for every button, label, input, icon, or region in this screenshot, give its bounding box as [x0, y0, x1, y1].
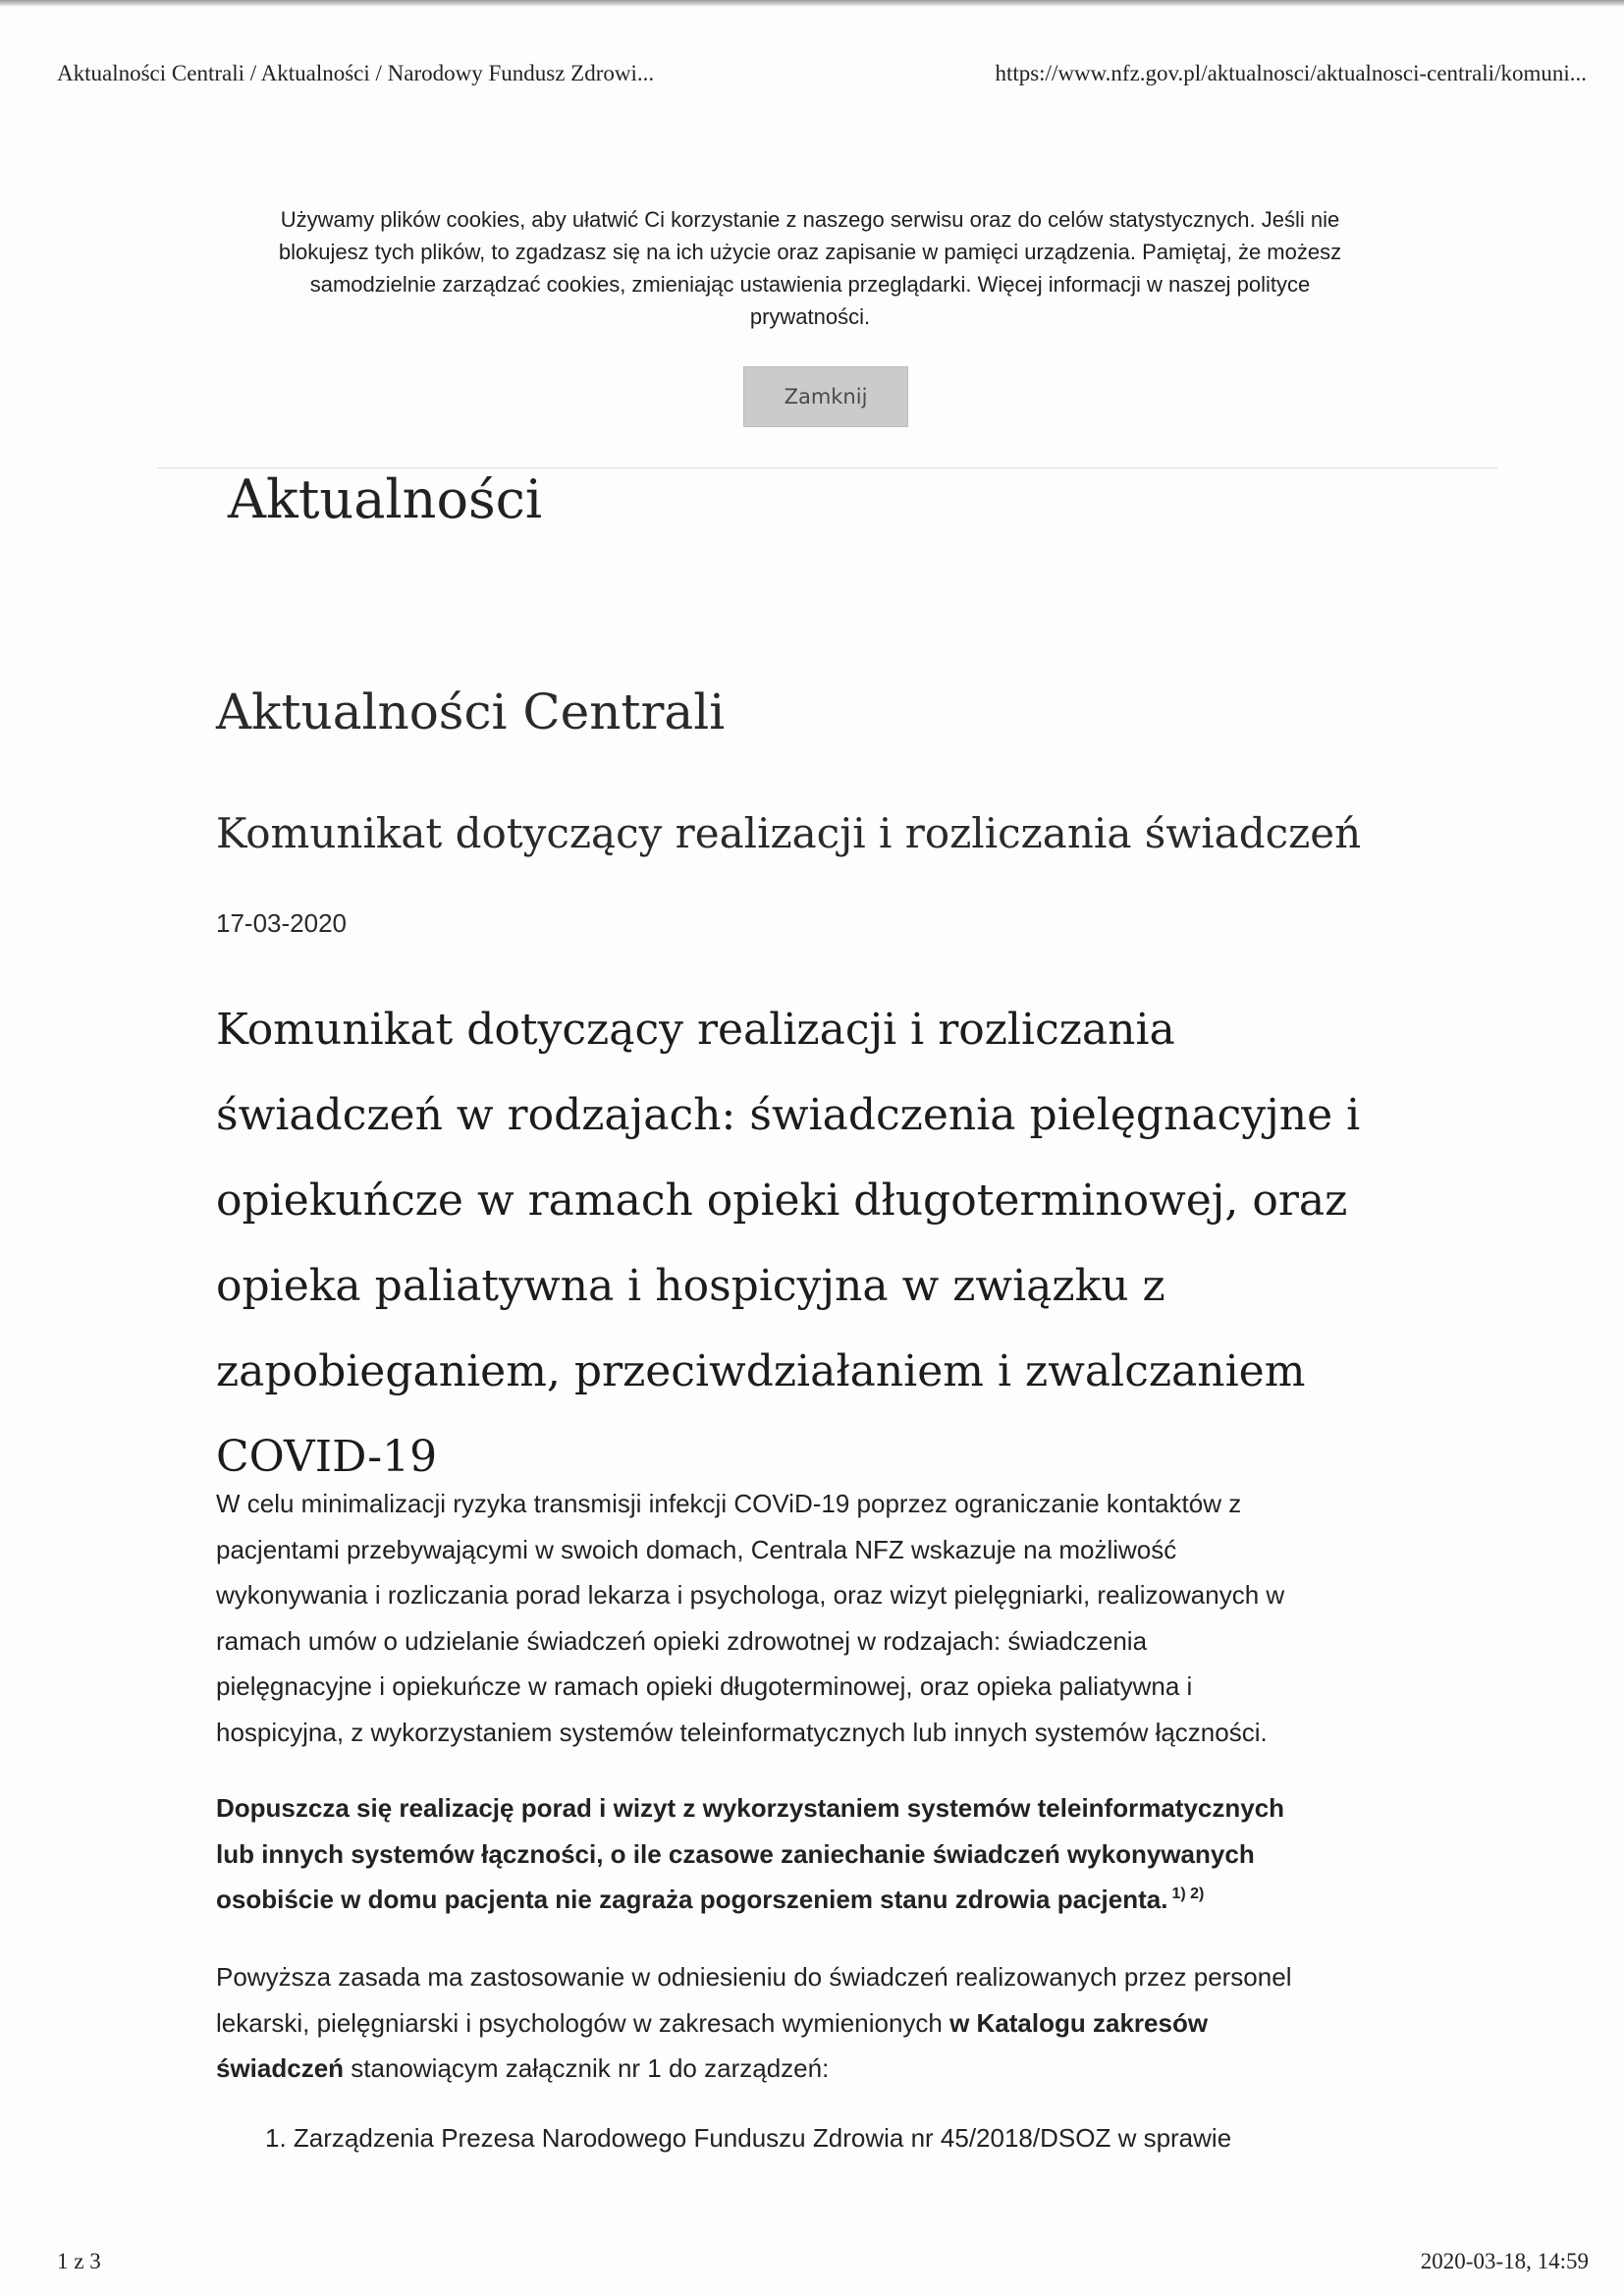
paragraph-line: wykonywania i rozliczania porad lekarza i psychologa, oraz wizyt pielęgniarki, realizowanych w	[216, 1580, 1285, 1610]
lead-line: COVID-19	[216, 1432, 438, 1482]
cookie-banner-line: blokujesz tych plików, to zgadzasz się na ich użycie oraz zapisanie w pamięci urządzenia. Pamiętaj, że możesz	[278, 240, 1342, 264]
list-item: 1. Zarządzenia Prezesa Narodowego Funduszu Zdrowia nr 45/2018/DSOZ w sprawie	[265, 2123, 1232, 2153]
paragraph-line: Dopuszcza się realizację porad i wizyt z wykorzystaniem systemów teleinformatycznych	[216, 1793, 1285, 1823]
paragraph-line-text: osobiście w domu pacjenta nie zagraża pogorszeniem stanu zdrowia pacjenta.	[216, 1885, 1168, 1914]
paragraph-line	[216, 2000, 1453, 2047]
footnote-ref: 1) 2)	[1171, 1886, 1205, 1903]
article-title: Komunikat dotyczący realizacji i rozliczania świadczeń	[216, 809, 1362, 857]
scan-top-edge	[0, 0, 1624, 6]
lead-line: świadczeń w rodzajach: świadczenia pielęgnacyjne i	[216, 1090, 1361, 1140]
page-title: Aktualności	[228, 468, 543, 530]
paragraph-text: lekarski, pielęgniarski i psychologów w zakresach wymienionych	[216, 2007, 950, 2038]
paragraph-line: ramach umów o udzielanie świadczeń opieki zdrowotnej w rodzajach: świadczenia	[216, 1625, 1148, 1656]
catalog-reference: świadczeń	[216, 2053, 345, 2083]
paragraph-text: stanowiącym załącznik nr 1 do zarządzeń:	[344, 2053, 830, 2083]
page-number: 1 z 3	[57, 2249, 101, 2273]
print-header-title: Aktualności Centrali / Aktualności / Narodowy Fundusz Zdrowi...	[57, 61, 655, 85]
paragraph-line: lub innych systemów łączności, o ile czasowe zaniechanie świadczeń wykonywanych	[216, 1838, 1255, 1869]
cookie-banner-text	[196, 203, 1424, 333]
section-heading: Aktualności Centrali	[216, 683, 726, 740]
cookie-close-button[interactable]: Zamknij	[743, 366, 908, 427]
lead-line: opieka paliatywna i hospicyjna w związku z	[216, 1261, 1165, 1311]
article-paragraph-3	[216, 1954, 1453, 2092]
paragraph-line: pacjentami przebywającymi w swoich domach, Centrala NFZ wskazuje na możliwość	[216, 1534, 1177, 1564]
paragraph-line	[216, 2046, 1453, 2092]
paragraph-line: Powyższa zasada ma zastosowanie w odniesieniu do świadczeń realizowanych przez personel	[216, 1962, 1292, 1992]
paragraph-line: pielęgnacyjne i opiekuńcze w ramach opieki długoterminowej, oraz opieka paliatywna i	[216, 1671, 1193, 1701]
lead-line: zapobieganiem, przeciwdziałaniem i zwalczaniem	[216, 1346, 1306, 1396]
paragraph-line: hospicyjna, z wykorzystaniem systemów teleinformatycznych lub innych systemów łączności.	[216, 1717, 1268, 1747]
article-paragraph-2	[216, 1785, 1453, 1923]
article-paragraph-1	[216, 1481, 1453, 1755]
print-header-url: https://www.nfz.gov.pl/aktualnosci/aktualnosci-centrali/komuni...	[995, 61, 1587, 85]
cookie-banner-line: Używamy plików cookies, aby ułatwić Ci korzystanie z naszego serwisu oraz do celów statystycznych. Jeśli nie	[280, 207, 1340, 232]
paragraph-line: W celu minimalizacji ryzyka transmisji infekcji COViD-19 poprzez ograniczanie kontaktów z	[216, 1489, 1242, 1518]
cookie-banner-line: prywatności.	[749, 304, 871, 329]
catalog-reference: w Katalogu zakresów	[949, 2007, 1209, 2038]
article-date: 17-03-2020	[216, 908, 347, 938]
cookie-banner-line: samodzielnie zarządzać cookies, zmieniając ustawienia przeglądarki. Więcej informacji w naszej polityce	[309, 272, 1311, 297]
article-lead	[216, 987, 1434, 1500]
lead-line: Komunikat dotyczący realizacji i rozliczania	[216, 1005, 1175, 1055]
lead-line: opiekuńcze w ramach opieki długoterminowej, oraz	[216, 1175, 1348, 1226]
paragraph-line	[216, 1877, 1453, 1923]
print-datetime: 2020-03-18, 14:59	[1420, 2249, 1589, 2273]
